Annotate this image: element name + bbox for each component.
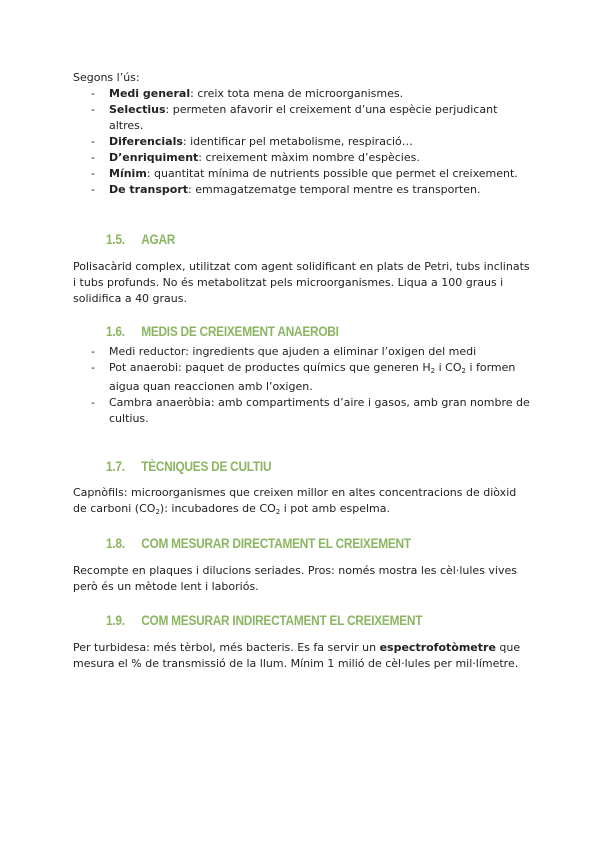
list-item: - Cambra anaeròbia: amb compartiments d’aire i gasos, amb gran nombre de cultius.	[91, 396, 530, 425]
agar-paragraph: Polisacàrid complex, utilitzat com agent solidificant en plats de Petri, tubs inclinats i tubs profunds. No és metabolitzat pels microorganismes. Liqua a 100 graus i solidifica a 40 graus.	[73, 260, 530, 305]
list-item: - D’enriquiment: creixement màxim nombre d’espècies.	[91, 151, 420, 164]
anaerobic-media-block	[73, 344, 533, 427]
direct-measure-paragraph: Recompte en plaques i dilucions seriades. Pros: només mostra les cèl·lules vives però és un mètode lent i laboriós.	[73, 564, 517, 593]
list-item: - Medi general: creix tota mena de microorganismes.	[91, 87, 404, 100]
anaerobic-media-list	[73, 344, 533, 427]
list-item: - Mínim: quantitat mínima de nutrients possible que permet el creixement.	[91, 167, 518, 180]
culture-techniques-paragraph: Capnòfils: microorganismes que creixen millor en altes concentracions de diòxid de carboni $(CO_2)$: incubadores de $CO_2$ i pot amb espelma.	[73, 486, 517, 516]
list-item: - Diferencials: identificar pel metabolisme, respiració…	[91, 135, 413, 148]
intro-block	[73, 70, 533, 198]
list-item: - Medi reductor: ingredients que ajuden a eliminar l’oxigen del medi	[91, 345, 477, 358]
indirect-measure-paragraph: Per turbidesa: més tèrbol, més bacteris. Es fa servir un espectrofotòmetre que mesura el % de transmissió de la llum. Mínim 1 milió de cèl·lules per mil·límetre.	[73, 641, 521, 670]
section-heading-anaerobic-media: 1.6. MEDIS DE CREIXEMENT ANAEROBI	[106, 324, 339, 339]
list-item: - De transport: emmagatzematge temporal mentre es transporten.	[91, 183, 481, 196]
section-heading-indirect-measure: 1.9. COM MESURAR INDIRECTAMENT EL CREIXEMENT	[106, 613, 423, 628]
list-item: - Pot anaerobi: paquet de productes químics que generen $H_2$ i $CO_2$ i formen aigua quan reaccionen amb l’oxigen.	[91, 361, 516, 393]
media-type-list	[73, 86, 533, 198]
intro-title: Segons l’ús:	[73, 71, 140, 84]
list-item: - Selectius: permeten afavorir el creixement d’una espècie perjudicant altres.	[91, 103, 498, 132]
section-heading-culture-techniques: 1.7. TÈCNIQUES DE CULTIU	[106, 459, 272, 474]
section-heading-agar: 1.5. AGAR	[106, 232, 176, 247]
section-heading-direct-measure: 1.8. COM MESURAR DIRECTAMENT EL CREIXEMENT	[106, 536, 411, 551]
